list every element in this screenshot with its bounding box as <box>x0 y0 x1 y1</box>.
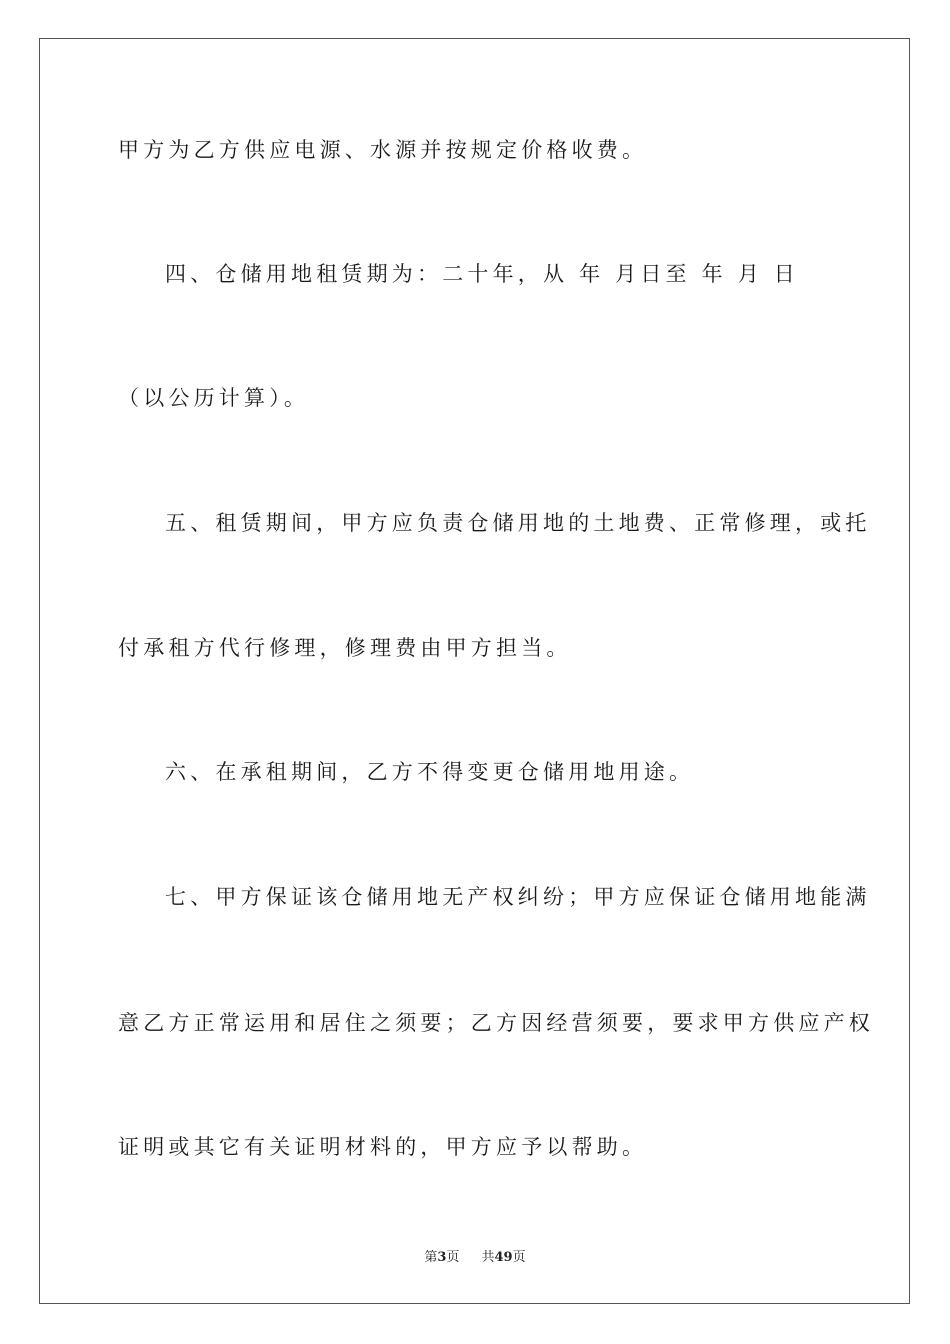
paragraph-line-9: 证明或其它有关证明材料的，甲方应予以帮助。 <box>118 1135 648 1159</box>
footer-page-suffix: 页 <box>446 1250 460 1265</box>
footer-total-suffix: 页 <box>512 1250 526 1265</box>
paragraph-line-6: 六、在承租期间，乙方不得变更仓储用地用途。 <box>165 760 695 784</box>
page-footer <box>0 1246 950 1265</box>
page-frame <box>39 38 910 1304</box>
footer-total-pages: 49 <box>494 1250 513 1265</box>
footer-page-number: 3 <box>437 1250 447 1265</box>
paragraph-line-2: 四、仓储用地租赁期为：二十年，从 年 月日至 年 月 日 <box>165 262 799 286</box>
paragraph-line-4: 五、租赁期间，甲方应负责仓储用地的土地费、正常修理，或托 <box>165 511 871 535</box>
paragraph-line-5: 付承租方代行修理，修理费由甲方担当。 <box>118 636 572 660</box>
paragraph-line-8: 意乙方正常运用和居住之须要；乙方因经营须要，要求甲方供应产权 <box>118 1011 874 1035</box>
paragraph-line-1: 甲方为乙方供应电源、水源并按规定价格收费。 <box>118 138 648 162</box>
footer-total-prefix: 共 <box>481 1250 495 1265</box>
footer-page-prefix: 第 <box>424 1250 438 1265</box>
paragraph-line-7: 七、甲方保证该仓储用地无产权纠纷；甲方应保证仓储用地能满 <box>165 885 871 909</box>
paragraph-line-3: （以公历计算）。 <box>118 386 310 410</box>
